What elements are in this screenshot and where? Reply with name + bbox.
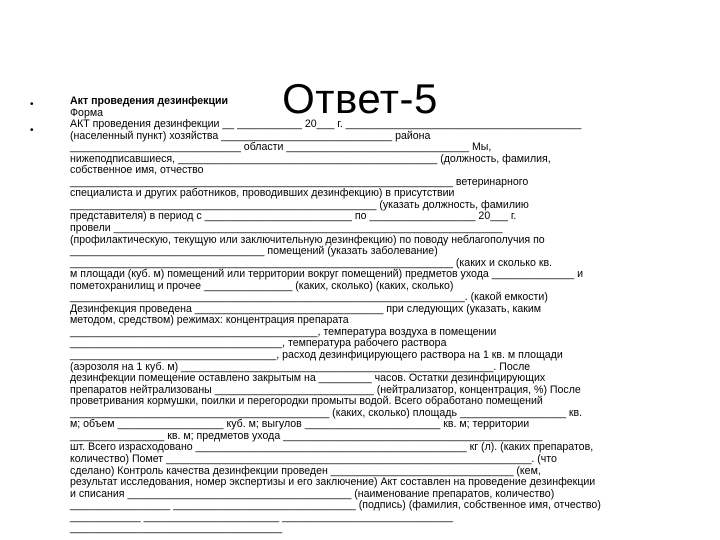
bullet-marker: •: [30, 125, 34, 136]
form-line: ____________________________________________________ (указать должность, фамилию: [70, 198, 529, 211]
form-line: специалиста и других работников, проводивших дезинфекцию) в присутствии: [70, 187, 455, 200]
form-line: дезинфекции помещение оставлено закрытым на _________ часов. Остатки дезинфицирующих: [70, 372, 546, 385]
form-line: препаратов нейтрализованы ___________________________ (нейтрализатор, концентрация, %) После: [70, 383, 581, 396]
form-line: м; объем __________________ куб. м; выгулов _______________________ кв. м; территории: [70, 418, 530, 431]
form-line: ________________ кв. м; предметов ухода ____________________________________________: [70, 429, 543, 442]
bullet-marker: •: [30, 99, 34, 110]
form-line: ____________ _______________________ _____________________________: [70, 510, 453, 523]
form-line: _________________________________________________________________ (каких и сколько кв.: [70, 256, 553, 269]
form-line: собственное имя, отчество: [70, 164, 204, 177]
form-line: Дезинфекция проведена ________________________________ при следующих (указать, каким: [70, 302, 542, 315]
form-line: и списания ______________________________________ (наименование препаратов, количество): [70, 487, 555, 500]
form-line: сделано) Контроль качества дезинфекции проведен _______________________________ (кем,: [70, 464, 541, 477]
form-line: пометохранилищ и прочее _______________ (каких, сколько) (каких, сколько): [70, 279, 454, 292]
form-line: (аэрозоля на 1 куб. м) _____________________________________________________. После: [70, 360, 531, 373]
form-line: ___________________________________________________________________. (какой емкости): [70, 291, 548, 304]
form-heading: Акт проведения дезинфекции: [70, 95, 228, 107]
slide-title: Ответ-5: [282, 75, 438, 123]
form-line: Форма: [70, 106, 104, 119]
form-line: ____________________________________, температура рабочего раствора: [70, 337, 447, 350]
form-line: (профилактическую, текущую или заключительную дезинфекцию) по поводу неблагополучия по: [70, 233, 545, 246]
form-line: нижеподписавшиеся, ____________________________________________ (должность, фамилия,: [70, 152, 551, 165]
form-line: _________________________________________________________________ ветеринарного: [70, 175, 529, 188]
form-line: __________________________________________, температура воздуха в помещении: [70, 325, 497, 338]
form-line: _________________________________ помещений (указать заболевание): [70, 245, 438, 258]
form-line: ____________________________________: [70, 522, 283, 535]
act-form-text: [70, 96, 688, 535]
form-line: представителя) в период с _________________________ по __________________ 20___ г.: [70, 210, 517, 223]
form-line: методом, средством) режимах: концентрация препарата: [70, 314, 349, 327]
form-line: проветривания кормушки, поилки и перегородки промыты водой. Всего обработано помещений: [70, 395, 543, 408]
form-line: количество) Помет ______________________________________________________________. (что: [70, 452, 557, 465]
form-line: АКТ проведения дезинфекции __ ___________ 20___ г. ________________________________________: [70, 118, 582, 131]
form-line: провели __________________________________________________________________: [70, 222, 503, 235]
form-line: ____________________________________________ (каких, сколько) площадь __________________ кв.: [70, 406, 583, 419]
form-line: м площади (куб. м) помещений или территории вокруг помещений) предметов ухода ______________ и: [70, 268, 584, 281]
form-line: результат исследования, номер экспертизы и его заключение) Акт составлен на проведение дезинфекции: [70, 476, 596, 489]
form-line: _________________ _______________________________ (подпись) (фамилия, собственное имя, отчество): [70, 499, 601, 512]
form-line: _____________________________ области _______________________________ Мы,: [70, 141, 492, 154]
form-line: (населенный пункт) хозяйства _____________________________ района: [70, 129, 431, 142]
form-line: шт. Всего израсходовано ______________________________________________ кг (л). (каких препаратов,: [70, 441, 594, 454]
form-line: ___________________________________, расход дезинфицирующего раствора на 1 кв. м площади: [70, 349, 563, 362]
